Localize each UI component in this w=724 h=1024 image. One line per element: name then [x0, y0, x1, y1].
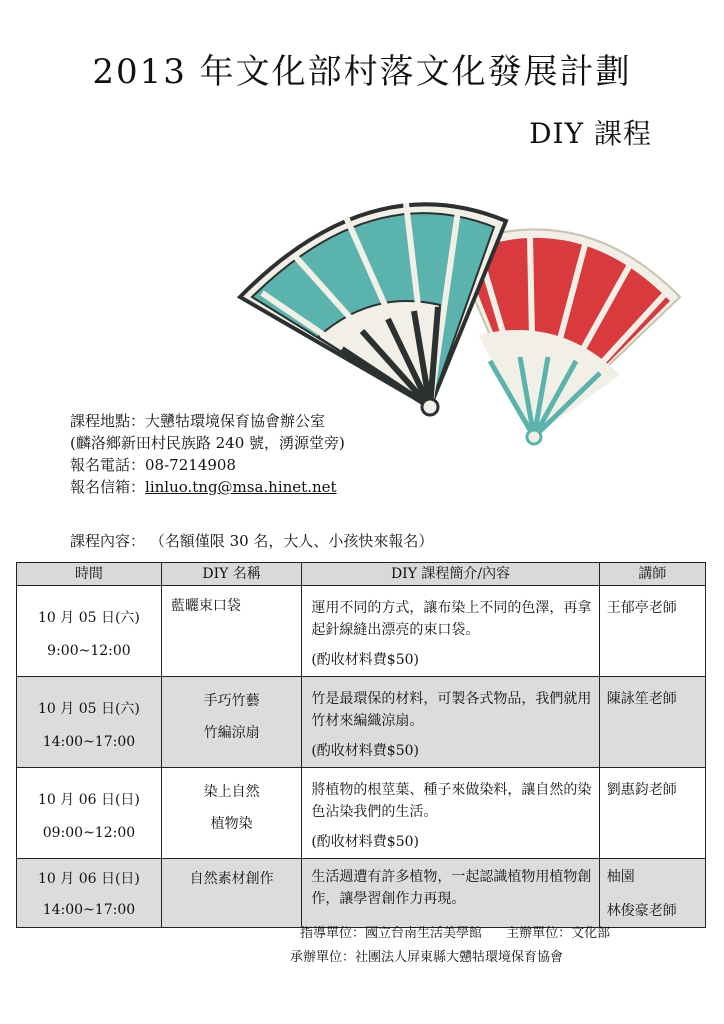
email-link[interactable]: linluo.tng@msa.hinet.net [145, 478, 337, 496]
header-desc: DIY 課程簡介/內容 [302, 563, 599, 586]
schedule-table [16, 562, 706, 928]
desc-cell [302, 586, 599, 677]
desc-cell [302, 859, 599, 928]
teacher-cell [599, 859, 705, 928]
date-text: 10 月 06 日(日) [37, 792, 140, 808]
teacher-name-2: 林俊豪老師 [606, 903, 677, 919]
time-cell [17, 859, 162, 928]
course-note: （名額僅限 30 名，大人、小孩快來報名） [149, 532, 434, 550]
date-text: 10 月 05 日(六) [37, 701, 140, 717]
date-text: 10 月 05 日(六) [37, 610, 140, 626]
course-name: 染上自然 [203, 784, 260, 800]
course-name: 手巧竹藝 [203, 693, 260, 709]
table-row [17, 677, 706, 768]
desc-cell [302, 677, 599, 768]
teacher-name: 劉惠鈞老師 [606, 782, 677, 798]
fee-text: (酌收材料費$50) [311, 652, 419, 668]
name-cell [161, 677, 301, 768]
info-block [70, 410, 345, 498]
date-text: 10 月 06 日(日) [37, 871, 140, 887]
teacher-name: 王郁亭老師 [606, 600, 677, 616]
fee-text: (酌收材料費$50) [311, 834, 419, 850]
name-cell [161, 859, 301, 928]
header-name: DIY 名稱 [161, 563, 301, 586]
teacher-name: 柚園 [606, 869, 635, 885]
course-name: 藍曬束口袋 [170, 598, 241, 614]
teacher-name: 陳詠笙老師 [606, 691, 677, 707]
page-title: 2013 年文化部村落文化發展計劃 [92, 52, 632, 92]
teacher-cell [599, 768, 705, 859]
course-subname: 竹編涼扇 [203, 725, 260, 741]
desc-cell [302, 768, 599, 859]
desc-text: 將植物的根莖葉、種子來做染料，讓自然的染色沾染我們的生活。 [311, 782, 592, 820]
time-cell [17, 586, 162, 677]
header-teacher: 講師 [599, 563, 705, 586]
host-unit: 主辦單位：文化部 [506, 926, 611, 941]
course-name: 自然素材創作 [189, 871, 274, 887]
email-line [70, 476, 345, 498]
desc-text: 運用不同的方式，讓布染上不同的色澤，再拿起針線縫出漂亮的束口袋。 [311, 600, 592, 638]
hours-text: 14:00~17:00 [42, 902, 136, 918]
phone-text: 報名電話：08-7214908 [70, 456, 236, 474]
email-label: 報名信箱： [70, 478, 146, 496]
guide-unit: 指導單位：國立台南生活美學館 [300, 926, 483, 941]
fee-text: (酌收材料費$50) [311, 743, 419, 759]
course-line [70, 530, 433, 551]
footer-units [300, 922, 630, 941]
hours-text: 14:00~17:00 [42, 734, 136, 750]
teacher-cell [599, 586, 705, 677]
name-cell [161, 586, 301, 677]
address-text: (麟洛鄉新田村民族路 240 號，湧源堂旁) [70, 434, 345, 452]
organizer-unit: 承辦單位：社團法人屏東縣大戇牯環境保育協會 [290, 950, 564, 965]
table-row [17, 768, 706, 859]
page-subtitle: DIY 課程 [529, 117, 652, 150]
desc-text: 竹是最環保的材料，可製各式物品，我們就用竹材來編織涼扇。 [311, 691, 592, 729]
table-row [17, 859, 706, 928]
teacher-cell [599, 677, 705, 768]
name-cell [161, 768, 301, 859]
desc-text: 生活週遭有許多植物，一起認識植物用植物創作，讓學習創作力再現。 [311, 869, 592, 907]
course-label: 課程內容： [70, 532, 146, 550]
hours-text: 09:00~12:00 [42, 825, 136, 841]
table-header-row [17, 563, 706, 586]
course-subname: 植物染 [210, 816, 253, 832]
time-cell [17, 768, 162, 859]
time-cell [17, 677, 162, 768]
teal-fan-icon [240, 203, 506, 415]
table-row [17, 586, 706, 677]
location-text: 課程地點：大戇牯環境保育協會辦公室 [70, 412, 326, 430]
hours-text: 9:00~12:00 [47, 643, 131, 659]
header-time: 時間 [17, 563, 162, 586]
